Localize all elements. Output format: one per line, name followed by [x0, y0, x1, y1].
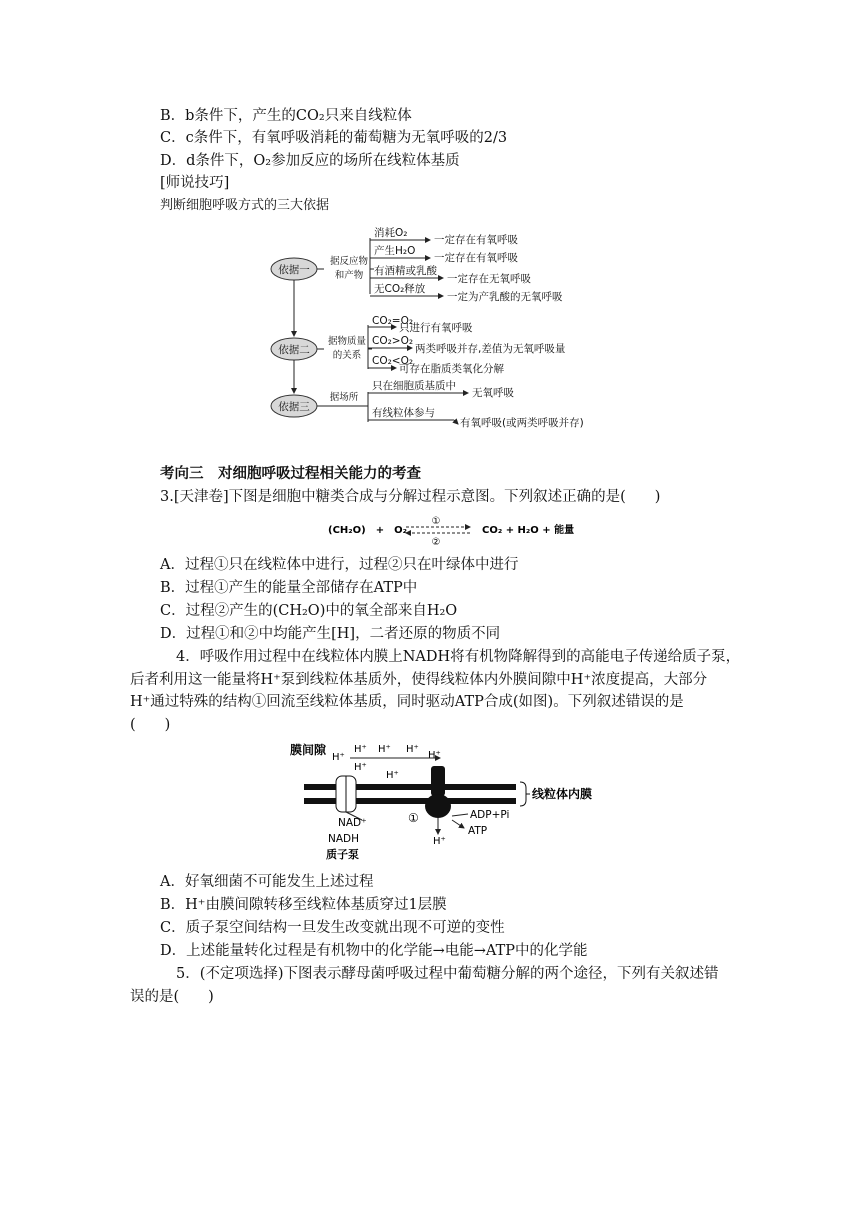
section3-title: 考向三 对细胞呼吸过程相关能力的考查 — [160, 466, 421, 482]
b2-result-2: 两类呼吸并存,差值为无氧呼吸量 — [415, 343, 566, 355]
b3-result-2: 有氧呼吸(或两类呼吸并存) — [460, 417, 584, 429]
proton-2: H⁺ — [354, 744, 367, 755]
q3-option-a: A．过程①只在线粒体中进行，过程②只在叶绿体中进行 — [160, 557, 519, 573]
b2-result-3: 可存在脂质类氧化分解 — [399, 363, 504, 375]
b3-result-1: 无氧呼吸 — [472, 387, 514, 399]
b2-cond-1: CO₂=O₂ — [372, 315, 414, 327]
q4-option-b: B．H⁺由膜间隙转移至线粒体基质穿过1层膜 — [160, 897, 447, 913]
structure-1-label: ① — [408, 811, 419, 825]
b2-result-1: 只进行有氧呼吸 — [399, 322, 473, 334]
basis2-label-1: 据物质量 — [327, 336, 367, 347]
q4-stem-line-4: ( ) — [130, 717, 171, 733]
q3-equation — [322, 514, 592, 548]
b2-cond-3: CO₂<O₂ — [372, 355, 414, 367]
basis1-label-2: 和产物 — [334, 270, 364, 281]
tips-subtitle: 判断细胞呼吸方式的三大依据 — [160, 198, 330, 213]
atp-synthase-head — [425, 794, 451, 818]
q5-stem-line-2: 误的是( ) — [130, 989, 214, 1005]
q4-stem-line-3: H⁺通过特殊的结构①回流至线粒体基质，同时驱动ATP合成(如图)。下列叙述错误的是 — [130, 694, 684, 710]
basis1-text: 依据一 — [278, 264, 310, 276]
q3-stem: 3.[天津卷]下图是细胞中糖类合成与分解过程示意图。下列叙述正确的是( ) — [160, 489, 661, 505]
q3-option-c: C．过程②产生的(CH₂O)中的氧全部来自H₂O — [160, 603, 458, 619]
atp-synthase-stalk — [431, 766, 445, 796]
b1-result-1: 一定存在有氧呼吸 — [434, 234, 518, 246]
basis2-label-2: 的关系 — [332, 350, 362, 361]
respiration-basis-diagram — [262, 222, 612, 434]
q5-stem-line-1: 5．(不定项选择)下图表示酵母菌呼吸过程中葡萄糖分解的两个途径，下列有关叙述错 — [176, 966, 719, 982]
basis3-label: 据场所 — [329, 392, 359, 403]
pump-label: 质子泵 — [326, 848, 359, 861]
q4-stem-line-1: 4．呼吸作用过程中在线粒体内膜上NADH将有机物降解得到的高能电子传递给质子泵， — [176, 649, 741, 665]
proton-1: H⁺ — [332, 752, 345, 763]
q3-option-b: B．过程①产生的能量全部储存在ATP中 — [160, 580, 418, 596]
proton-4: H⁺ — [406, 744, 419, 755]
b1-result-3: 一定存在无氧呼吸 — [447, 273, 531, 285]
proton-5: H⁺ — [354, 762, 367, 773]
b1-cond-2: 产生H₂O — [374, 245, 416, 257]
b1-result-4: 一定为产乳酸的无氧呼吸 — [447, 291, 563, 303]
space-label: 膜间隙 — [290, 743, 327, 757]
b2-cond-2: CO₂>O₂ — [372, 335, 414, 347]
b1-cond-4: 无CO₂释放 — [374, 283, 426, 295]
q2-option-c: C．c条件下，有氧呼吸消耗的葡萄糖为无氧呼吸的2/3 — [160, 130, 508, 146]
basis2-text: 依据二 — [278, 344, 310, 356]
adp-label: ADP+Pi — [470, 809, 510, 821]
membrane-label: 线粒体内膜 — [532, 787, 593, 801]
basis1-label-1: 据反应物 — [329, 256, 369, 267]
tips-heading: [师说技巧] — [160, 175, 230, 191]
proton-8: H⁺ — [433, 836, 446, 847]
q4-stem-line-2: 后者利用这一能量将H⁺泵到线粒体基质外，使得线粒体内外膜间隙中H⁺浓度提高，大部分 — [130, 672, 708, 688]
eq-left: (CH₂O) + O₂ — [328, 525, 407, 536]
b1-result-2: 一定存在有氧呼吸 — [434, 252, 518, 264]
eq-top-label: ① — [431, 516, 441, 527]
b1-cond-3: 有酒精或乳酸 — [374, 265, 437, 277]
mitochondria-membrane-figure — [290, 738, 610, 862]
b1-cond-1: 消耗O₂ — [374, 227, 408, 239]
q4-option-a: A．好氧细菌不可能发生上述过程 — [160, 874, 374, 890]
q2-option-b: B．b条件下，产生的CO₂只来自线粒体 — [160, 108, 412, 124]
b3-cond-2: 有线粒体参与 — [372, 407, 435, 419]
proton-3: H⁺ — [378, 744, 391, 755]
proton-6: H⁺ — [386, 770, 399, 781]
q3-option-d: D．过程①和②中均能产生[H]，二者还原的物质不同 — [160, 626, 501, 642]
q4-option-d: D．上述能量转化过程是有机物中的化学能→电能→ATP中的化学能 — [160, 943, 588, 959]
eq-bottom-label: ② — [431, 537, 441, 548]
nad-label: NAD⁺ — [338, 817, 367, 829]
eq-right: CO₂ + H₂O + 能量 — [482, 525, 575, 536]
q4-option-c: C．质子泵空间结构一旦发生改变就出现不可逆的变性 — [160, 920, 505, 936]
basis3-text: 依据三 — [278, 401, 310, 413]
nadh-label: NADH — [328, 833, 360, 845]
q2-option-d: D．d条件下，O₂参加反应的场所在线粒体基质 — [160, 153, 460, 169]
proton-7: H⁺ — [428, 750, 441, 761]
atp-label: ATP — [468, 825, 488, 837]
b3-cond-1: 只在细胞质基质中 — [372, 380, 456, 392]
